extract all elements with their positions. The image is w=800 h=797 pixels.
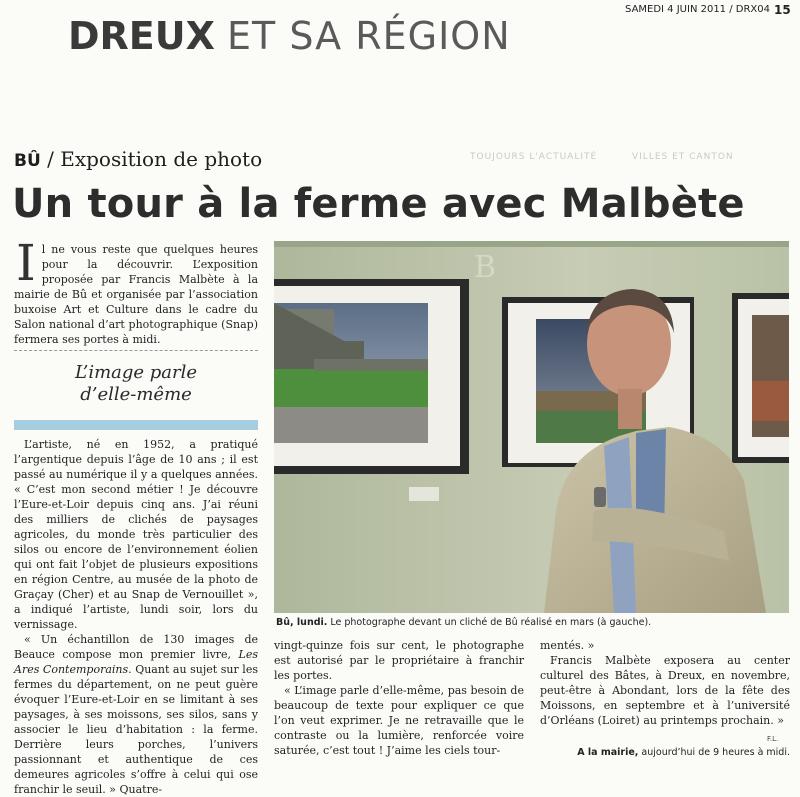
exhibition-info-lead: A la mairie,	[577, 747, 639, 758]
exhibition-info	[520, 747, 790, 758]
article-photo	[274, 241, 789, 613]
column-3-paragraph-2: Francis Malbète exposera au center culturel des Bâtes, à Dreux, en novembre, peut-être à Abondant, lors de la fête des Moissons, en septembre et à l’université d’Orléans (Loiret) au printemps prochain. »	[540, 654, 790, 727]
dateline: SAMEDI 4 JUIN 2011 / DRX04	[625, 4, 770, 15]
wall-lettering: B	[474, 250, 497, 285]
subhead-line-2: d’elle-même	[80, 384, 192, 405]
kicker	[14, 146, 262, 174]
section-city: DREUX	[68, 14, 215, 58]
ghost-text-left: TOUJOURS L'ACTUALITÉ	[470, 152, 598, 162]
subhead-line-1: L’image parle	[74, 362, 198, 383]
subhead-rule	[14, 420, 258, 430]
lead-paragraph	[14, 234, 258, 347]
drop-cap: I	[16, 234, 36, 292]
page-number: 15	[774, 3, 791, 17]
column-1-paragraph-2: « Un échantillon de 130 images de Beauce compose mon premier livre, Les Ares Contemporains. Quant au sujet sur les fermes du département, on ne peut guère évoquer l’Eure-et-Loir en se limitant à ses paysages, à ses moissons, ses silos, sans y associer le lieu d’habitation : la ferme. Derrière leurs porches, l’univers passionnant et authentique de ces demeures agricoles s’offre à celui qui ose franchir le seuil. » Quatre-	[14, 633, 258, 796]
column-1-body	[14, 437, 258, 797]
kicker-place: BÛ	[14, 151, 41, 171]
kicker-topic: / Exposition de photo	[47, 147, 263, 171]
column-2-paragraph-1: vingt-quinze fois sur cent, le photographe est autorisé par le propriétaire à franchir les portes.	[274, 639, 524, 682]
section-title	[68, 14, 511, 58]
column-2-body	[274, 638, 524, 758]
caption-lead: Bû, lundi.	[276, 617, 328, 628]
column-1-paragraph-1: L’artiste, né en 1952, a pratiqué l’argentique depuis l’âge de 10 ans ; il est passé au numérique il y a quelques années. « C’est mon second métier ! Je découvre l’Eure-et-Loir depuis cinq ans. J’ai réuni des milliers de clichés de paysages agricoles, du monde très particulier des silos ou encore de l’environnement éolien qui ont fait l’objet de plusieurs expositions en région Centre, au musée de la photo de Graçay (Cher) et au Snap de Vernouillet », a indiqué l’artiste, lundi soir, lors du vernissage.	[14, 438, 258, 631]
column-2-paragraph-2: « L’image parle d’elle-même, pas besoin de beaucoup de texte pour expliquer ce que l’on veut exprimer. Je ne retravaille que le contraste ou la lumière, renforcée voire saturée, c’est tout ! J’aime les ciels tour-	[274, 684, 524, 757]
headline: Un tour à la ferme avec Malbète	[12, 181, 745, 227]
ghost-text-right: VILLES ET CANTON	[632, 152, 734, 162]
book-title: Les Ares Contemporains	[14, 648, 258, 676]
divider	[14, 350, 258, 351]
exhibition-info-text: aujourd’hui de 9 heures à midi.	[638, 747, 790, 758]
column-3-paragraph-1: mentés. »	[540, 639, 595, 652]
lead-text: l ne vous reste que quelques heures pour la découvrir. L’exposition proposée par Francis Malbète à la mairie de Bû et organisée par l’association buxoise Art et Culture dans le cadre du Salon national d’art photographique (Snap) fermera ses portes à midi.	[14, 243, 258, 346]
author-credit: F.L.	[767, 735, 779, 743]
subhead	[14, 362, 258, 406]
column-3-body	[540, 638, 790, 728]
photo-illustration	[274, 241, 789, 613]
caption-text: Le photographe devant un cliché de Bû réalisé en mars (à gauche).	[327, 617, 652, 628]
photo-caption	[276, 617, 651, 628]
section-region: ET SA RÉGION	[227, 14, 511, 58]
